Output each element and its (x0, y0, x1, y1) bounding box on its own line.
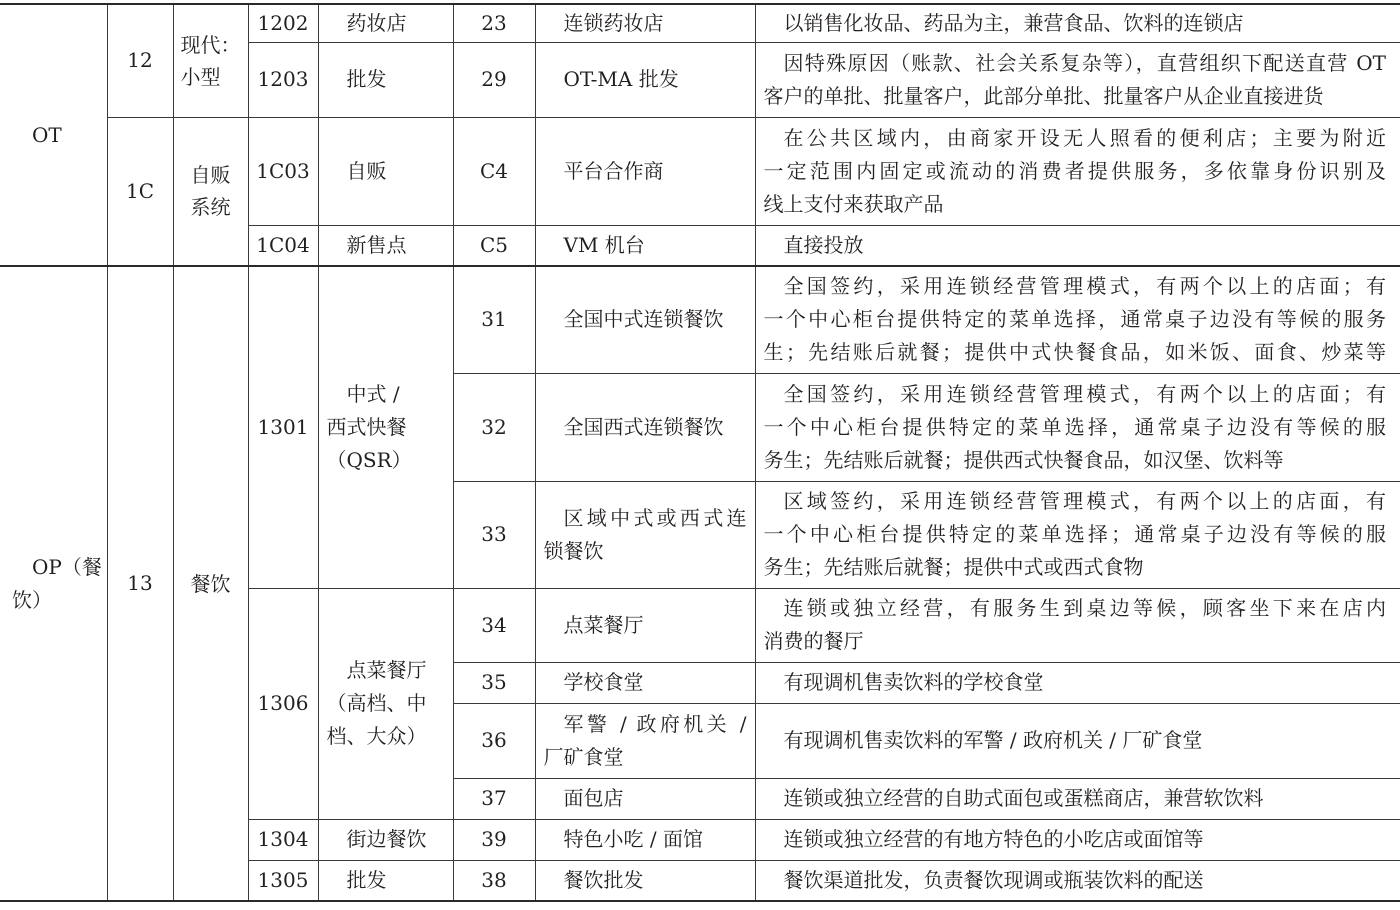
level2-cell (107, 266, 173, 901)
channel-name-cell (535, 588, 755, 662)
level3-cell (173, 266, 248, 901)
channel-code: 34 (481, 612, 507, 637)
level4-code-cell (248, 117, 318, 225)
channel-description: 生；先结账后就餐；提供中式快餐食品，如米饭、面食、炒菜等 (763, 340, 1386, 365)
level4-name-cell (318, 225, 453, 266)
channel-name-cell (535, 481, 755, 588)
channel-code-cell (453, 588, 535, 662)
level4-code: 1304 (257, 827, 309, 851)
channel-description-cell (755, 373, 1400, 481)
channel-name-cell (535, 373, 755, 481)
channel-code-cell (453, 662, 535, 703)
level4-code-cell (248, 266, 318, 588)
level4-code: 1C03 (256, 158, 310, 183)
channel-description: 务生；先结账后就餐；提供中式或西式食物 (763, 555, 1144, 579)
channel-code: 23 (481, 10, 507, 35)
channel-name: 面包店 (563, 786, 624, 810)
channel-description: 客户的单批、批量客户，此部分单批、批量客户从企业直接进货 (763, 83, 1324, 108)
channel-code: 37 (481, 786, 507, 810)
channel-description-cell (755, 860, 1400, 901)
level4-code: 1C04 (256, 232, 310, 257)
channel-description: 线上支付来获取产品 (763, 191, 944, 216)
channel-description: 有现调机售卖饮料的学校食堂 (783, 670, 1044, 694)
channel-code-cell (453, 819, 535, 860)
channel-name: 平台合作商 (563, 158, 664, 183)
channel-code: 38 (481, 867, 507, 892)
channel-code-cell (453, 481, 535, 588)
channel-description: 直接投放 (783, 232, 864, 257)
channel-description-cell (755, 42, 1400, 117)
level3-label-line: 小型 (180, 64, 221, 89)
level1-label: 饮） (12, 587, 52, 612)
level4-name-cell (318, 42, 453, 117)
channel-description: 消费的餐厅 (763, 629, 864, 653)
channel-name-cell (535, 117, 755, 225)
channel-description-cell (755, 225, 1400, 266)
channel-code-cell (453, 860, 535, 901)
channel-description: 全国签约，采用连锁经营管理模式，有两个以上的店面；有 (783, 274, 1386, 299)
channel-name: OT-MA 批发 (563, 67, 679, 91)
channel-classification-table (0, 3, 1400, 902)
level4-name: （QSR） (326, 447, 412, 472)
channel-name: 连锁药妆店 (563, 10, 664, 35)
channel-description: 有现调机售卖饮料的军警 / 政府机关 / 厂矿食堂 (783, 728, 1203, 752)
level3-label-line: 现代： (180, 32, 241, 57)
channel-description-cell (755, 117, 1400, 225)
level2-code: 1C (125, 178, 155, 203)
channel-name: 军警 / 政府机关 / (563, 711, 747, 736)
level3-label (191, 159, 231, 223)
channel-name-cell (535, 819, 755, 860)
channel-description: 务生；先结账后就餐；提供西式快餐食品，如汉堡、饮料等 (763, 447, 1284, 472)
level2-code: 12 (127, 48, 153, 73)
level3-cell (173, 4, 248, 117)
level4-name-cell (318, 588, 453, 819)
level4-name-cell (318, 860, 453, 901)
channel-name: 餐饮批发 (563, 867, 644, 892)
channel-description: 因特殊原因（账款、社会关系复杂等），直营组织下配送直营 OT (783, 50, 1386, 75)
channel-name: 全国中式连锁餐饮 (563, 307, 724, 332)
level4-name: 批发 (346, 67, 387, 91)
level4-code-cell (248, 42, 318, 117)
channel-description: 连锁或独立经营的有地方特色的小吃店或面馆等 (783, 827, 1204, 851)
channel-code: 31 (481, 307, 507, 332)
channel-code-cell (453, 703, 535, 778)
channel-code-cell (453, 373, 535, 481)
level3-label (181, 29, 241, 93)
level4-name: 药妆店 (346, 10, 407, 35)
channel-name: 点菜餐厅 (563, 612, 644, 637)
level3-label (191, 568, 231, 600)
channel-code: C5 (479, 232, 509, 257)
level4-code-cell (248, 225, 318, 266)
channel-description-cell (755, 819, 1400, 860)
channel-code-cell (453, 42, 535, 117)
channel-name: 区域中式或西式连 (563, 505, 747, 530)
channel-code: 29 (481, 67, 507, 91)
channel-name: 锁餐饮 (543, 538, 604, 563)
level4-code-cell (248, 588, 318, 819)
channel-description: 区域签约，采用连锁经营管理模式，有两个以上的店面，有 (783, 489, 1386, 513)
channel-code-cell (453, 778, 535, 819)
channel-description: 以销售化妆品、药品为主，兼营食品、饮料的连锁店 (783, 10, 1244, 35)
level1-label: OT (32, 122, 62, 147)
channel-name: VM 机台 (563, 232, 645, 257)
level4-name-cell (318, 266, 453, 588)
level4-name: 批发 (346, 867, 387, 892)
level4-code-cell (248, 819, 318, 860)
level4-name: 自贩 (346, 158, 387, 183)
level4-code-cell (248, 860, 318, 901)
channel-name-cell (535, 860, 755, 901)
channel-code-cell (453, 266, 535, 373)
table-row (0, 266, 1400, 373)
channel-description: 一个中心柜台提供特定的菜单选择；通常桌子边没有等候的服 (763, 522, 1386, 546)
level2-cell (107, 117, 173, 266)
channel-code: 35 (481, 670, 507, 694)
channel-name-cell (535, 42, 755, 117)
level3-label-line: 自贩 (190, 163, 231, 188)
channel-code-cell (453, 117, 535, 225)
level3-label-line: 餐饮 (190, 571, 231, 596)
level4-name: 新售点 (346, 232, 407, 257)
channel-code: C4 (479, 158, 509, 183)
channel-description-cell (755, 778, 1400, 819)
table-row (0, 117, 1400, 225)
level4-code-cell (248, 4, 318, 42)
level2-cell (107, 4, 173, 117)
level4-code: 1305 (257, 867, 309, 892)
level4-code: 1203 (257, 67, 309, 91)
channel-description: 餐饮渠道批发，负责餐饮现调或瓶装饮料的配送 (783, 867, 1204, 892)
channel-name-cell (535, 778, 755, 819)
channel-code-cell (453, 4, 535, 42)
level2-code: 13 (127, 571, 153, 595)
channel-name-cell (535, 225, 755, 266)
level1-cell (0, 4, 107, 266)
level4-name: 档、大众） (326, 724, 427, 748)
level1-cell (0, 266, 107, 901)
level1-label: OP（餐 (32, 554, 102, 579)
channel-name-cell (535, 703, 755, 778)
level4-name: （高档、中 (326, 691, 427, 715)
channel-description: 全国签约，采用连锁经营管理模式，有两个以上的店面；有 (783, 381, 1386, 406)
level3-cell (173, 117, 248, 266)
channel-description-cell (755, 4, 1400, 42)
channel-description-cell (755, 588, 1400, 662)
channel-description-cell (755, 703, 1400, 778)
channel-name: 厂矿食堂 (543, 744, 624, 769)
channel-description: 连锁或独立经营，有服务生到桌边等候，顾客坐下来在店内 (783, 596, 1386, 620)
table-row (0, 4, 1400, 42)
level3-label-line: 系统 (190, 195, 231, 220)
level4-code: 1301 (257, 414, 309, 439)
level4-name-cell (318, 4, 453, 42)
level4-name: 西式快餐 (326, 414, 407, 439)
level4-name: 中式 / (346, 381, 400, 406)
channel-code: 39 (481, 827, 507, 851)
channel-code-cell (453, 225, 535, 266)
level4-code: 1306 (257, 691, 309, 715)
channel-code: 33 (481, 522, 507, 546)
channel-description: 在公共区域内，由商家开设无人照看的便利店；主要为附近 (783, 125, 1386, 150)
channel-name: 特色小吃 / 面馆 (563, 827, 703, 851)
level4-code: 1202 (257, 10, 309, 35)
channel-description: 连锁或独立经营的自助式面包或蛋糕商店，兼营软饮料 (783, 786, 1264, 810)
level4-name: 街边餐饮 (346, 827, 427, 851)
channel-name-cell (535, 266, 755, 373)
channel-code: 36 (481, 728, 507, 752)
channel-name-cell (535, 662, 755, 703)
channel-description: 一个中心柜台提供特定的菜单选择，通常桌子边没有等候的服务 (763, 307, 1386, 332)
level4-name-cell (318, 117, 453, 225)
channel-name: 学校食堂 (563, 670, 644, 694)
level4-name-cell (318, 819, 453, 860)
level4-name: 点菜餐厅 (346, 658, 427, 682)
channel-name: 全国西式连锁餐饮 (563, 414, 724, 439)
channel-name-cell (535, 4, 755, 42)
channel-code: 32 (481, 414, 507, 439)
channel-description-cell (755, 266, 1400, 373)
channel-description: 一个中心柜台提供特定的菜单选择，通常桌子边没有等候的服 (763, 414, 1386, 439)
channel-description-cell (755, 481, 1400, 588)
channel-description: 一定范围内固定或流动的消费者提供服务，多依靠身份识别及 (763, 158, 1386, 183)
channel-description-cell (755, 662, 1400, 703)
